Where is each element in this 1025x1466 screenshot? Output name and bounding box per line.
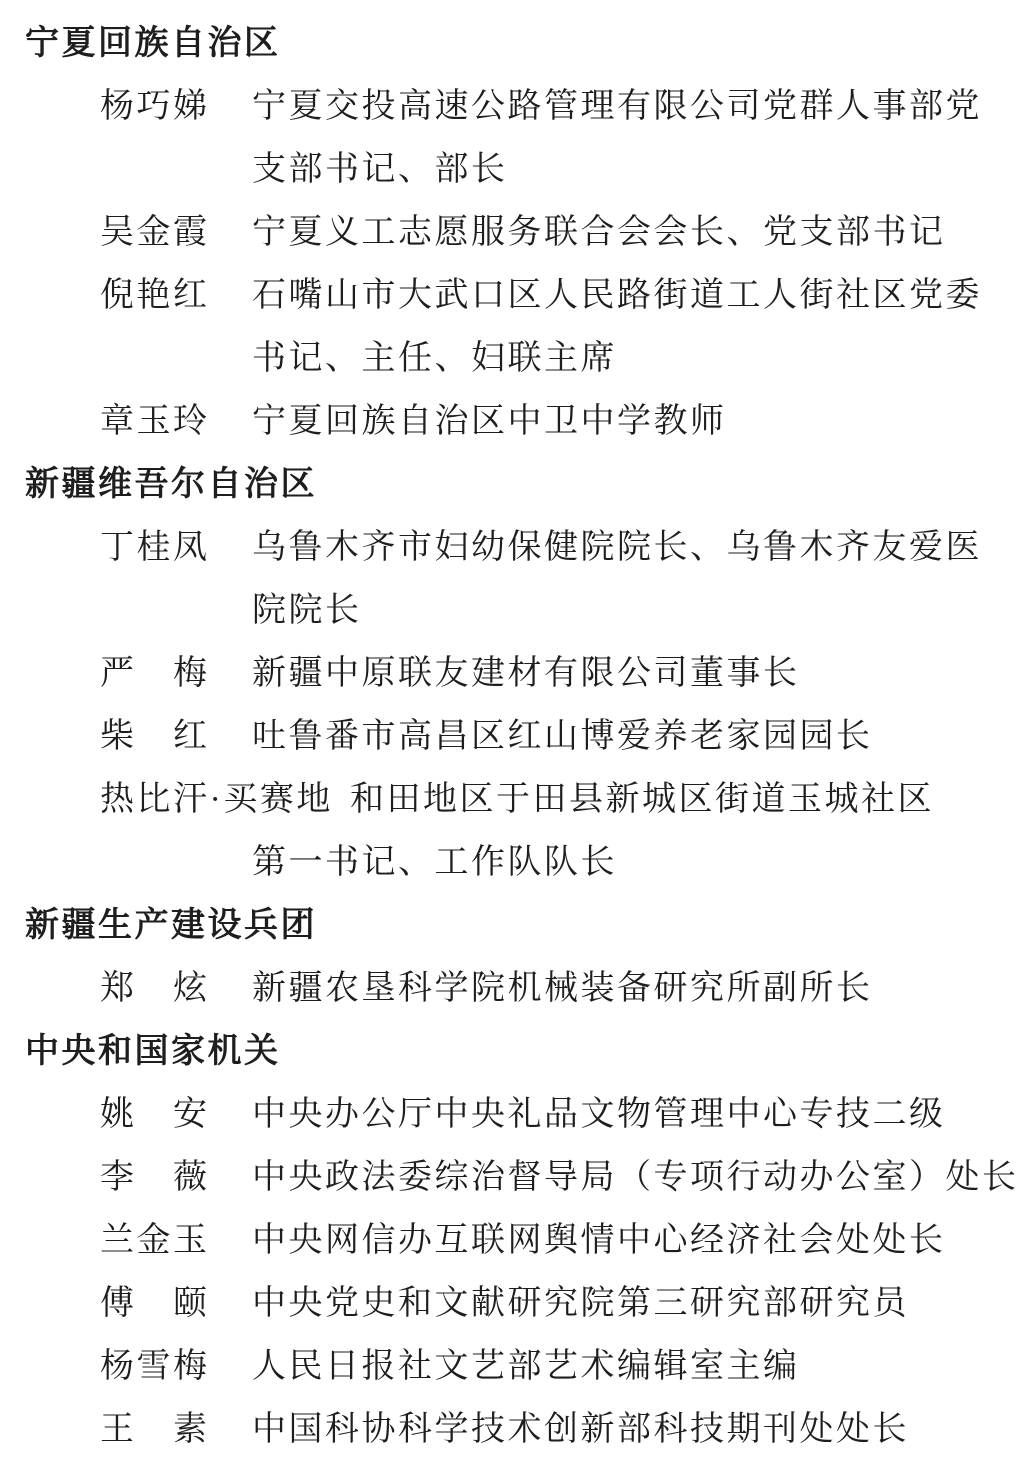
entry-row: [0, 75, 1025, 201]
section-title: 新疆维吾尔自治区: [25, 465, 317, 503]
description-line: 人民日报社文艺部艺术编辑室主编: [252, 1348, 800, 1385]
person-name: 姚 安: [100, 1096, 210, 1133]
entry-description: [252, 1083, 1025, 1146]
entry-description: [252, 75, 1025, 201]
description-line: 新疆农垦科学院机械装备研究所副所长: [252, 970, 873, 1007]
entry-description: [252, 642, 1025, 705]
section: [0, 894, 1025, 1020]
person-name: 丁桂凤: [100, 529, 210, 566]
person-name: 吴金霞: [100, 214, 210, 251]
entry-row: [0, 1083, 1025, 1146]
description-line: 新疆中原联友建材有限公司董事长: [252, 655, 800, 692]
entry-row: [0, 1272, 1025, 1335]
description-line: 中央党史和文献研究院第三研究部研究员: [252, 1285, 909, 1322]
person-name: 倪艳红: [100, 277, 210, 314]
description-line: 中央政法委综治督导局（专项行动办公室）处长: [252, 1159, 1019, 1196]
section: [0, 12, 1025, 453]
entry-description: [252, 201, 1025, 264]
entry-description: [252, 516, 1025, 642]
description-line: 院院长: [252, 592, 362, 629]
description-line: 宁夏回族自治区中卫中学教师: [252, 403, 727, 440]
entry-description: [252, 1272, 1025, 1335]
person-name: 李 薇: [100, 1159, 210, 1196]
entry-description: [252, 390, 1025, 453]
entry-description: [252, 1335, 1025, 1398]
entry-row: [0, 642, 1025, 705]
person-name: 傅 颐: [100, 1285, 210, 1322]
section: [0, 453, 1025, 894]
entry-row: [0, 768, 1025, 894]
description-line: 宁夏义工志愿服务联合会会长、党支部书记: [252, 214, 946, 251]
description-line: 中央网信办互联网舆情中心经济社会处处长: [252, 1222, 946, 1259]
person-name: 杨雪梅: [100, 1348, 210, 1385]
entry-description: [252, 1398, 1025, 1461]
person-name: 章玉玲: [100, 403, 210, 440]
section-title: 新疆生产建设兵团: [25, 906, 317, 944]
description-line: 吐鲁番市高昌区红山博爱养老家园园长: [252, 718, 873, 755]
entry-row: [0, 516, 1025, 642]
entry-row: [0, 1146, 1025, 1209]
entry-description: [252, 705, 1025, 768]
entry-row: [0, 1335, 1025, 1398]
entry-row: [0, 1398, 1025, 1461]
person-name: 兰金玉: [100, 1222, 210, 1259]
person-name: 杨巧娣: [100, 88, 210, 125]
entry-description: [252, 768, 1025, 894]
description-line: 石嘴山市大武口区人民路街道工人街社区党委: [252, 277, 982, 314]
entry-row: [0, 390, 1025, 453]
section-title: 宁夏回族自治区: [25, 24, 281, 62]
section-title: 中央和国家机关: [25, 1032, 281, 1070]
entry-description: [252, 1146, 1025, 1209]
description-line: 中央办公厅中央礼品文物管理中心专技二级: [252, 1096, 946, 1133]
person-name: 郑 炫: [100, 970, 210, 1007]
entry-row: [0, 201, 1025, 264]
description-line: 中国科协科学技术创新部科技期刊处处长: [252, 1411, 909, 1448]
description-line: 乌鲁木齐市妇幼保健院院长、乌鲁木齐友爱医: [252, 529, 982, 566]
person-name: 柴 红: [100, 718, 210, 755]
entry-description: [252, 264, 1025, 390]
description-line: 第一书记、工作队队长: [252, 844, 617, 881]
description-line: 宁夏交投高速公路管理有限公司党群人事部党: [252, 88, 982, 125]
person-name: 热比汗·买赛地: [100, 781, 333, 818]
description-line: 支部书记、部长: [252, 151, 508, 188]
entry-description: [252, 1209, 1025, 1272]
description-line: 书记、主任、妇联主席: [252, 340, 617, 377]
entry-row: [0, 264, 1025, 390]
person-name: 王 素: [100, 1411, 210, 1448]
entry-description: [252, 957, 1025, 1020]
description-line: 和田地区于田县新城区街道玉城社区: [350, 781, 934, 818]
person-name: 严 梅: [100, 655, 210, 692]
entry-row: [0, 1209, 1025, 1272]
entry-row: [0, 705, 1025, 768]
entry-row: [0, 957, 1025, 1020]
section: [0, 1020, 1025, 1461]
